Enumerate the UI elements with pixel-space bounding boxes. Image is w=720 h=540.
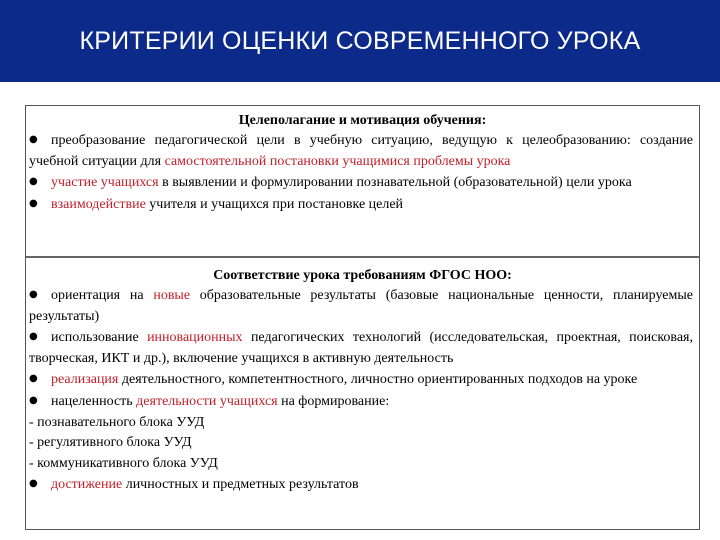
item-text: на формирование: bbox=[277, 393, 390, 409]
list-item bbox=[26, 285, 699, 327]
list-item bbox=[26, 369, 699, 391]
bullet-icon: ● bbox=[29, 478, 38, 490]
item-text: использование bbox=[51, 330, 148, 346]
item-text: ориентация на bbox=[51, 288, 154, 303]
bullet-icon: ● bbox=[29, 373, 38, 385]
sub-line: - познавательного блока УУД bbox=[29, 414, 205, 430]
item-text: преобразование педагогической цели в учебную ситуацию, ведущую к целеобразованию: создание учебной ситуации для bbox=[29, 133, 693, 169]
list-item bbox=[26, 391, 699, 413]
bullet-icon: ● bbox=[29, 394, 38, 406]
highlighted-text: реализация bbox=[51, 372, 119, 388]
bullet-icon: ● bbox=[29, 134, 38, 145]
highlighted-text: самостоятельной постановки учащимися проблемы урока bbox=[164, 153, 511, 169]
section-goal-setting bbox=[26, 106, 699, 254]
highlighted-text: достижение bbox=[51, 477, 123, 493]
item-text: в выявлении и формулировании познавательной (образовательной) цели урока bbox=[158, 175, 632, 191]
item-text: нацеленность bbox=[51, 393, 137, 409]
item-text: учителя и учащихся при постановке целей bbox=[145, 196, 404, 212]
item-text: личностных и предметных результатов bbox=[122, 477, 359, 493]
highlighted-text: инновационных bbox=[147, 330, 243, 346]
sub-line: - коммуникативного блока УУД bbox=[29, 455, 218, 471]
highlighted-text: деятельности учащихся bbox=[136, 393, 278, 409]
item-text: деятельностного, компетентностного, личностно ориентированных подходов на уроке bbox=[118, 372, 638, 388]
bullet-icon: ● bbox=[29, 331, 38, 343]
list-item bbox=[26, 130, 699, 172]
list-item bbox=[26, 327, 699, 369]
bullet-icon: ● bbox=[29, 176, 38, 188]
section-fgos-compliance bbox=[26, 256, 699, 530]
section-items bbox=[26, 285, 699, 496]
sub-line: - регулятивного блока УУД bbox=[29, 435, 192, 451]
list-item bbox=[26, 172, 699, 194]
title-bar bbox=[0, 0, 720, 82]
section-title: Целеполагание и мотивация обучения: bbox=[238, 113, 487, 128]
page-title: КРИТЕРИИ ОЦЕНКИ СОВРЕМЕННОГО УРОКА bbox=[79, 26, 641, 55]
section-items bbox=[26, 130, 699, 215]
item-text: педагогических технологий (исследовательская, проектная, поисковая, творческая, ИКТ и др.), включение учащихся в активную деятельность bbox=[29, 330, 694, 366]
highlighted-text: новые bbox=[153, 288, 191, 303]
section-title: Соответствие урока требованиям ФГОС НОО: bbox=[213, 268, 512, 283]
list-item bbox=[26, 474, 699, 496]
highlighted-text: взаимодействие bbox=[51, 196, 146, 212]
criteria-table bbox=[25, 105, 700, 530]
bullet-icon: ● bbox=[29, 289, 38, 300]
bullet-icon: ● bbox=[29, 197, 38, 209]
highlighted-text: участие учащихся bbox=[51, 175, 159, 191]
item-text: образовательные результаты (базовые национальные ценности, планируемые результаты) bbox=[29, 288, 693, 324]
list-item bbox=[26, 194, 699, 216]
